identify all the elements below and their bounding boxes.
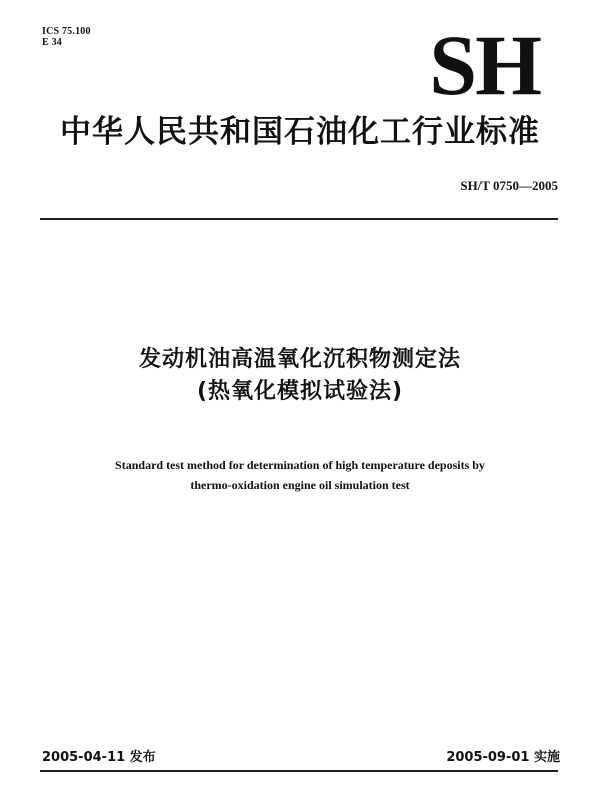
chinese-title-line2: (热氧化模拟试验法) bbox=[196, 379, 404, 404]
issuer-title: 中华人民共和国石油化工行业标准 bbox=[60, 114, 540, 150]
english-title bbox=[0, 455, 600, 495]
ics-code: ICS 75.100 bbox=[42, 26, 91, 37]
ccs-code: E 34 bbox=[42, 37, 62, 48]
chinese-title bbox=[0, 344, 600, 408]
top-divider bbox=[40, 218, 558, 220]
english-title-line1: Standard test method for determination of high temperature deposits by bbox=[115, 458, 485, 472]
english-title-line2: thermo-oxidation engine oil simulation test bbox=[190, 478, 410, 492]
implementation-date: 2005-09-01 实施 bbox=[446, 750, 560, 765]
sh-logo: SH bbox=[429, 17, 540, 113]
standard-number: SH/T 0750—2005 bbox=[460, 178, 558, 193]
chinese-title-line1: 发动机油高温氧化沉积物测定法 bbox=[138, 347, 461, 372]
bottom-divider bbox=[40, 770, 558, 772]
release-date: 2005-04-11 发布 bbox=[42, 750, 156, 765]
classification-codes bbox=[42, 26, 91, 48]
